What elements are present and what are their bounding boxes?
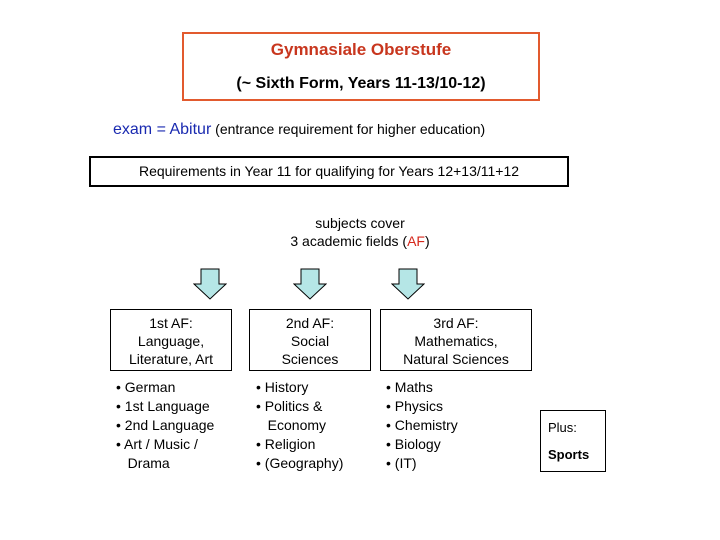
list-item: • Chemistry <box>386 417 458 433</box>
field-box-3rd-af <box>380 309 532 371</box>
down-arrow-icon <box>391 268 425 300</box>
exam-line <box>113 121 485 139</box>
field-heading-line: 3rd AF: <box>433 315 479 331</box>
field-heading-line: Mathematics, <box>414 333 498 349</box>
field-heading-line: 1st AF: <box>149 315 193 331</box>
field-box-2nd-af <box>249 309 371 371</box>
title-heading: Gymnasiale Oberstufe <box>270 40 452 59</box>
subjects-line1: subjects cover <box>315 215 405 231</box>
subjects-line2-end: ) <box>424 233 430 249</box>
list-item: • Physics <box>386 398 444 414</box>
list-item: • Biology <box>386 436 441 452</box>
title-box <box>182 32 540 101</box>
field-heading-line: Social <box>290 333 330 349</box>
plus-box <box>540 410 606 472</box>
requirements-box: Requirements in Year 11 for qualifying for Years 12+13/11+12 <box>89 156 569 187</box>
subjects-line2-start: 3 academic fields ( <box>290 233 408 249</box>
field-heading-line: 2nd AF: <box>285 315 335 331</box>
subjects-caption <box>210 214 510 250</box>
list-item: Economy <box>256 417 327 433</box>
list-item: • (Geography) <box>256 455 344 471</box>
list-item: • Politics & <box>256 398 323 414</box>
list-item: • Art / Music / <box>116 436 198 452</box>
down-arrow-icon <box>193 268 227 300</box>
plus-label: Plus: <box>548 420 577 435</box>
list-item: • (IT) <box>386 455 417 471</box>
list-item: • Religion <box>256 436 316 452</box>
title-subheading: (~ Sixth Form, Years 11-13/10-12) <box>236 75 486 92</box>
field-heading-line: Sciences <box>281 351 339 367</box>
sports-label: Sports <box>548 447 590 462</box>
list-item: • History <box>256 379 309 395</box>
field-heading-line: Literature, Art <box>128 351 214 367</box>
field-list-3rd-af <box>386 378 458 473</box>
field-heading-line: Natural Sciences <box>403 351 509 367</box>
list-item: • 2nd Language <box>116 417 215 433</box>
down-arrow-icon <box>293 268 327 300</box>
subjects-line2 <box>210 232 510 250</box>
field-list-2nd-af <box>256 378 343 473</box>
list-item: • Maths <box>386 379 433 395</box>
list-item: • 1st Language <box>116 398 210 414</box>
field-heading-line: Language, <box>137 333 205 349</box>
exam-label: exam = Abitur <box>113 121 212 138</box>
af-abbrev: AF <box>407 233 425 249</box>
field-list-1st-af <box>116 378 214 473</box>
exam-note: (entrance requirement for higher education) <box>211 121 486 137</box>
list-item: • German <box>116 379 176 395</box>
list-item: Drama <box>116 455 170 471</box>
field-box-1st-af <box>110 309 232 371</box>
